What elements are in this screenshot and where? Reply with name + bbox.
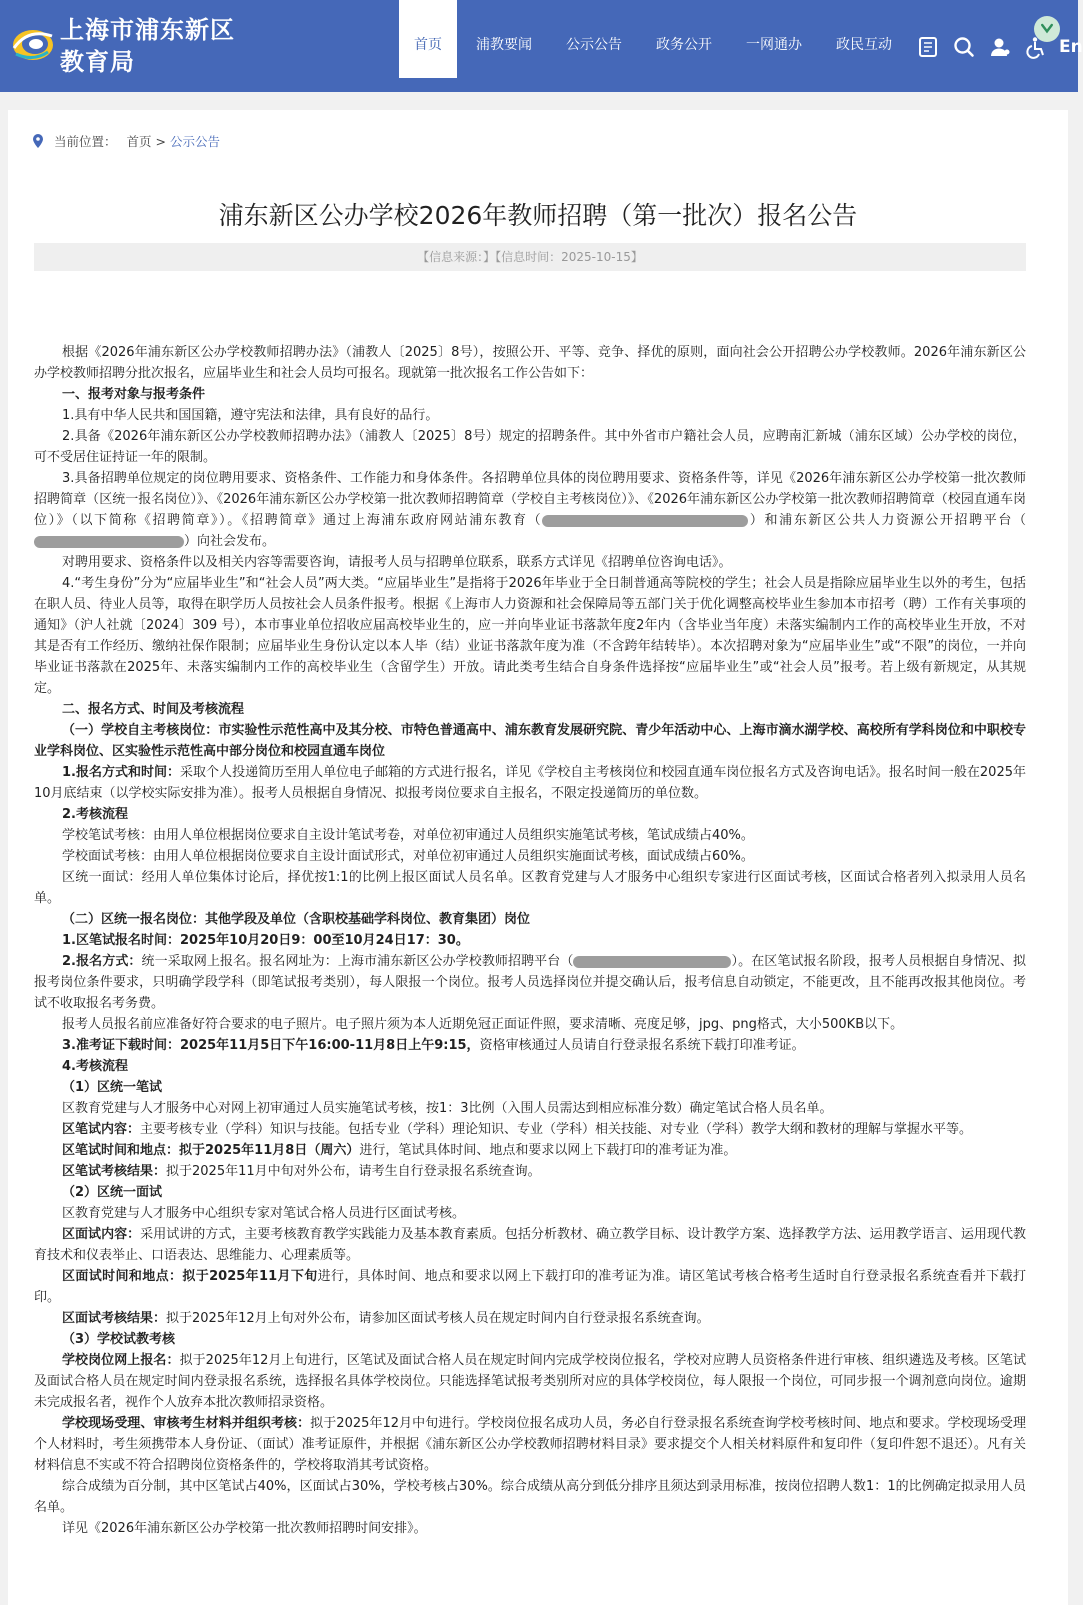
redacted-url [34, 536, 184, 548]
paragraph: 区笔试内容：主要考核专业（学科）知识与技能。包括专业（学科）理论知识、专业（学科）相关技能、对专业（学科）教学大纲和教材的理解与掌握水平等。 [62, 1122, 973, 1137]
site-title[interactable] [60, 14, 235, 78]
paragraph: 1.区笔试报名时间：2025年10月20日9：00至10月24日17：30。 [62, 933, 469, 948]
paragraph: 1.报名方式和时间：采取个人投递简历至用人单位电子邮箱的方式进行报名，详见《学校自主考核岗位和校园直通车岗位报名方式及咨询电话》。报名时间一般在2025年10月底结束（以学校实际安排为准）。报考人员根据自身情况、拟报考岗位要求自主报名，不限定投递简历的单位数。 [34, 765, 1027, 801]
paragraph: 区统一面试：经用人单位集体讨论后，择优按1:1的比例上报区面试人员名单。区教育党建与人才服务中心组织专家进行区面试考核，区面试合格者列入拟录用人员名单。 [34, 870, 1026, 906]
paragraph: 3.准考证下载时间：2025年11月5日下午16:00-11月8日上午9:15，资格审核通过人员请自行登录报名系统下载打印准考证。 [62, 1038, 805, 1053]
site-header [0, 0, 1083, 92]
article-meta: 【信息来源：】【信息时间：2025-10-15】 [34, 243, 1026, 271]
redacted-url [542, 515, 748, 527]
search-icon[interactable] [949, 32, 979, 62]
site-title-line1: 上海市浦东新区 [60, 16, 235, 44]
paragraph: 3.具备招聘单位规定的岗位聘用要求、资格条件、工作能力和身体条件。各招聘单位具体的岗位聘用要求、资格条件等，详见《2026年浦东新区公办学校第一批次教师招聘简章（区统一报名岗位）》、《2026年浦东新区公办学校第一批次教师招聘简章（学校自主考核岗位）》、《2026年浦东新区公办学校第一批次教师招聘简章（校园直通车岗位）》（以下简称《招聘简章》）。《招聘简章》通过上海浦东政府网站浦东教育（ ）和浦东新区公共人力资源公开招聘平台（）向社会发布。 [34, 471, 1026, 549]
section-heading: 二、报名方式、时间及考核流程 [62, 702, 245, 717]
location-pin-icon [32, 134, 44, 148]
paragraph: 区教育党建与人才服务中心对网上初审通过人员实施笔试考核，按1：3比例（入围人员需达到相应标准分数）确定笔试合格人员名单。 [62, 1101, 833, 1116]
breadcrumb-separator: > [155, 133, 167, 149]
breadcrumb-home[interactable]: 首页 [126, 134, 152, 149]
assistant-badge-icon[interactable] [1034, 16, 1060, 42]
language-switch[interactable]: En [1059, 37, 1083, 57]
breadcrumb-current[interactable]: 公示公告 [170, 134, 221, 149]
nav-announcements[interactable]: 公示公告 [566, 37, 622, 53]
nav-home[interactable]: 首页 [399, 0, 457, 78]
subsection-heading: （3）学校试教考核 [62, 1332, 176, 1347]
section-heading: 一、报考对象与报考条件 [62, 387, 206, 402]
subsection-heading: 2.考核流程 [62, 807, 128, 822]
user-icon[interactable] [985, 32, 1015, 62]
paragraph: 学校现场受理、审核考生材料并组织考核：拟于2025年12月中旬进行。学校岗位报名成功人员，务必自行登录报名系统查询学校考核时间、地点和要求。学校现场受理个人材料时，考生须携带本人身份证、（面试）准考证原件，并根据《浦东新区公办学校教师招聘材料目录》要求提交个人相关材料原件和复印件（复印件恕不退还）。凡有关材料信息不实或不符合招聘岗位资格条件的，学校将取消其考试资格。 [34, 1416, 1026, 1473]
breadcrumb [32, 132, 220, 150]
nav-interaction[interactable]: 政民互动 [836, 37, 892, 53]
subsection-heading: （1）区统一笔试 [62, 1080, 163, 1095]
paragraph: 综合成绩为百分制，其中区笔试占40%，区面试占30%，学校考核占30%。综合成绩从高分到低分排序且须达到录用标准，按岗位招聘人数1：1的比例确定拟录用人员名单。 [34, 1479, 1026, 1515]
paragraph: 2.报名方式：统一采取网上报名。报名网址为：上海市浦东新区公办学校教师招聘平台（ ）。在区笔试报名阶段，报考人员根据自身情况、拟报考岗位条件要求，只明确学段学科（即笔试报考类别），每人限报一个岗位。报考人员选择岗位并提交确认后，报考信息自动锁定，不能更改，且不能再改报其他岗位。考试不收取报名考务费。 [34, 954, 1026, 1011]
site-title-line2: 教育局 [60, 48, 135, 76]
paragraph: 区面试时间和地点：拟于2025年11月下旬进行，具体时间、地点和要求以网上下载打印的准考证为准。请区笔试考核合格考生适时自行登录报名系统查看并下载打印。 [34, 1269, 1026, 1305]
paragraph: 学校岗位网上报名：拟于2025年12月上旬进行，区笔试及面试合格人员在规定时间内完成学校岗位报名，学校对应聘人员资格条件进行审核、组织遴选及考核。区笔试及面试合格人员在规定时间内登录报名系统，选择报名具体学校岗位。只能选择笔试报考类别所对应的具体学校岗位，每人限报一个岗位，可同步报一个调剂意向岗位。逾期未完成报名者，视作个人放弃本批次教师招录资格。 [34, 1353, 1026, 1410]
main-nav [399, 0, 907, 78]
paragraph: 1.具有中华人民共和国国籍，遵守宪法和法律，具有良好的品行。 [62, 408, 439, 423]
paragraph: 2.具备《2026年浦东新区公办学校教师招聘办法》（浦教人〔2025〕8号）规定的招聘条件。其中外省市户籍社会人员，应聘南汇新城（浦东区域）公办学校的岗位，可不受居住证持证一年的限制。 [34, 429, 1026, 465]
nav-one-net-service[interactable]: 一网通办 [746, 37, 802, 53]
subsection-heading: （2）区统一面试 [62, 1185, 163, 1200]
article-body [34, 342, 1026, 1539]
paragraph: 区教育党建与人才服务中心组织专家对笔试合格人员进行区面试考核。 [62, 1206, 466, 1221]
nav-news[interactable]: 浦教要闻 [476, 37, 532, 53]
paragraph: 区面试内容：采用试讲的方式，主要考核教育教学实践能力及基本教育素质。包括分析教材、确立教学目标、设计教学方案、选择教学方法、运用教学语言、运用现代教育技术和仪表举止、口语表达、思维能力、心理素质等。 [34, 1227, 1026, 1263]
subsection-heading: （一）学校自主考核岗位：市实验性示范性高中及其分校、市特色普通高中、浦东教育发展研究院、青少年活动中心、上海市滴水湖学校、高校所有学科岗位和中职校专业学科岗位、区实验性示范性高中部分岗位和校园直通车岗位 [34, 723, 1026, 759]
article-title: 浦东新区公办学校2026年教师招聘（第一批次）报名公告 [218, 201, 858, 230]
breadcrumb-label: 当前位置： [54, 134, 117, 149]
nav-gov-affairs[interactable]: 政务公开 [656, 37, 712, 53]
shield-icon[interactable] [913, 32, 943, 62]
paragraph: 详见《2026年浦东新区公办学校第一批次教师招聘时间安排》。 [62, 1521, 427, 1536]
paragraph: 4.“考生身份”分为“应届毕业生”和“社会人员”两大类。“应届毕业生”是指将于2026年毕业于全日制普通高等院校的学生；社会人员是指除应届毕业生以外的考生，包括在职人员、待业人员等，取得在职学历人员按社会人员条件报考。根据《上海市人力资源和社会保障局等五部门关于优化调整高校毕业生参加本市招考（聘）工作有关事项的通知》（沪人社就〔2024〕309 号），本市事业单位招收应届高校毕业生的，应一并向毕业证书落款年度2年内（含毕业当年度）未落实编制内工作的高校毕业生开放，不对其是否有工作经历、缴纳社保作限制；应届毕业生身份认定以本人毕（结）业证书落款年度为准（不含跨年结转毕）。本次招聘对象为“应届毕业生”或“不限”的岗位，一并向毕业证书落款在2025年、未落实编制内工作的高校毕业生（含留学生）开放。请此类考生结合自身条件选择按“应届毕业生”或“社会人员”报考。若上级有新规定，从其规定。 [34, 576, 1026, 696]
paragraph: 报考人员报名前应准备好符合要求的电子照片。电子照片须为本人近期免冠正面证件照，要求清晰、亮度足够，jpg、png格式，大小500KB以下。 [62, 1017, 904, 1032]
paragraph: 根据《2026年浦东新区公办学校教师招聘办法》（浦教人〔2025〕8号），按照公开、平等、竞争、择优的原则，面向社会公开招聘公办学校教师。2026年浦东新区公办学校教师招聘分批次报名，应届毕业生和社会人员均可报名。现就第一批次报名工作公告如下： [34, 345, 1026, 381]
paragraph: 区面试考核结果：拟于2025年12月上旬对外公布，请参加区面试考核人员在规定时间内自行登录报名系统查询。 [62, 1311, 710, 1326]
paragraph: 区笔试考核结果：拟于2025年11月中旬对外公布，请考生自行登录报名系统查询。 [62, 1164, 541, 1179]
paragraph: 对聘用要求、资格条件以及相关内容等需要咨询，请报考人员与招聘单位联系，联系方式详见《招聘单位咨询电话》。 [62, 555, 732, 570]
paragraph: 区笔试时间和地点：拟于2025年11月8日（周六）进行，笔试具体时间、地点和要求以网上下载打印的准考证为准。 [62, 1143, 737, 1158]
subsection-heading: 4.考核流程 [62, 1059, 128, 1074]
subsection-heading: （二）区统一报名岗位：其他学段及单位（含职校基础学科岗位、教育集团）岗位 [62, 912, 531, 927]
paragraph: 学校笔试考核：由用人单位根据岗位要求自主设计笔试考卷，对单位初审通过人员组织实施笔试考核，笔试成绩占40%。 [62, 828, 754, 843]
bureau-logo[interactable] [8, 18, 58, 68]
paragraph: 学校面试考核：由用人单位根据岗位要求自主设计面试形式，对单位初审通过人员组织实施面试考核，面试成绩占60%。 [62, 849, 754, 864]
redacted-url [573, 956, 731, 968]
content-panel [8, 110, 1068, 1605]
